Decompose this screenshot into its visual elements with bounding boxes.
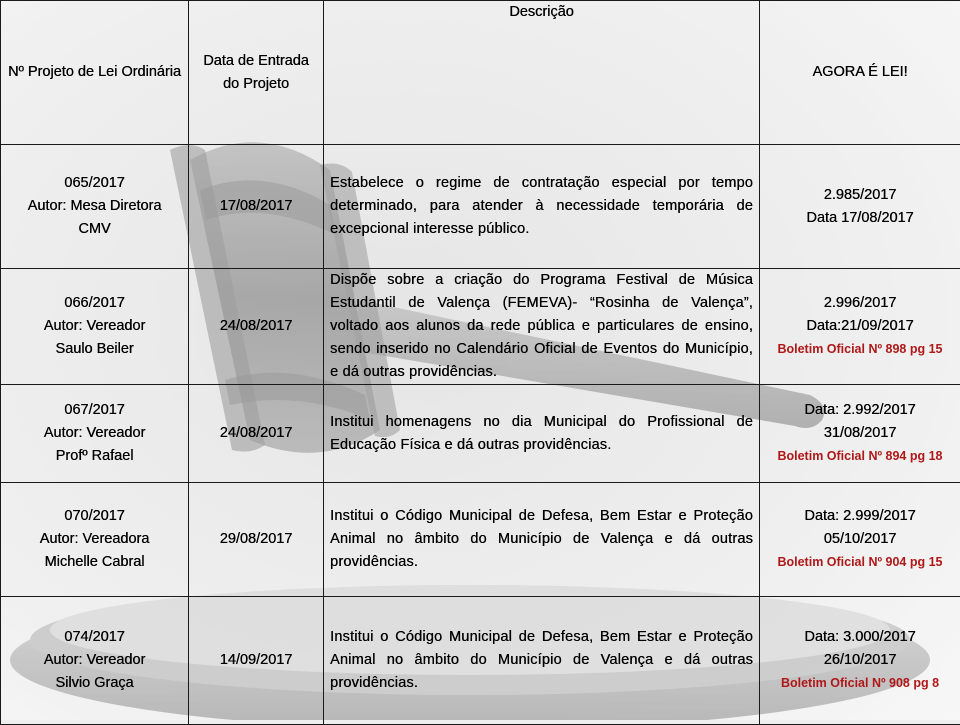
entry-date-cell: 24/08/2017 — [189, 269, 324, 385]
entry-date-cell: 14/09/2017 — [189, 597, 324, 725]
project-number: 070/2017 — [7, 505, 182, 528]
entry-date-cell: 17/08/2017 — [189, 145, 324, 269]
law-number: 2.985/2017 — [766, 184, 954, 207]
entry-date-cell: 24/08/2017 — [189, 385, 324, 483]
law-date: 31/08/2017 — [766, 422, 954, 445]
project-cell — [1, 597, 189, 725]
law-number: Data: 2.999/2017 — [766, 505, 954, 528]
project-author-name: Saulo Beiler — [7, 338, 182, 361]
project-author: Autor: Vereador — [7, 315, 182, 338]
description-cell: Institui o Código Municipal de Defesa, Bem Estar e Proteção Animal no âmbito do Município de Valença e dá outras providências. — [324, 483, 760, 597]
project-cell — [1, 269, 189, 385]
project-number: 067/2017 — [7, 399, 182, 422]
law-number: 2.996/2017 — [766, 292, 954, 315]
project-author: Autor: Vereador — [7, 649, 182, 672]
project-cell — [1, 145, 189, 269]
table-row — [1, 597, 960, 725]
entry-date-cell: 29/08/2017 — [189, 483, 324, 597]
header-law: AGORA É LEI! — [760, 1, 960, 145]
project-number: 065/2017 — [7, 172, 182, 195]
law-date: 05/10/2017 — [766, 528, 954, 551]
project-author-name: Michelle Cabral — [7, 551, 182, 574]
project-cell — [1, 385, 189, 483]
table-row — [1, 385, 960, 483]
project-author-name: CMV — [7, 218, 182, 241]
description-cell: Estabelece o regime de contratação especial por tempo determinado, para atender à necessidade temporária de excepcional interesse público. — [324, 145, 760, 269]
project-number: 066/2017 — [7, 292, 182, 315]
header-description: Descrição — [324, 1, 760, 145]
official-bulletin-link: Boletim Oficial Nº 904 pg 15 — [766, 551, 954, 574]
table-row — [1, 269, 960, 385]
project-author: Autor: Vereador — [7, 422, 182, 445]
law-date: 26/10/2017 — [766, 649, 954, 672]
law-cell — [760, 483, 960, 597]
project-number: 074/2017 — [7, 626, 182, 649]
law-cell — [760, 597, 960, 725]
law-date: Data:21/09/2017 — [766, 315, 954, 338]
project-author: Autor: Vereadora — [7, 528, 182, 551]
official-bulletin-link: Boletim Oficial Nº 908 pg 8 — [766, 672, 954, 695]
description-cell: Institui homenagens no dia Municipal do Profissional de Educação Física e dá outras providências. — [324, 385, 760, 483]
law-cell — [760, 145, 960, 269]
header-project: Nº Projeto de Lei Ordinária — [1, 1, 189, 145]
description-cell: Institui o Código Municipal de Defesa, Bem Estar e Proteção Animal no âmbito do Município de Valença e dá outras providências. — [324, 597, 760, 725]
law-cell — [760, 269, 960, 385]
law-date: Data 17/08/2017 — [766, 207, 954, 230]
official-bulletin-link: Boletim Oficial Nº 898 pg 15 — [766, 338, 954, 361]
project-author-name: Silvio Graça — [7, 672, 182, 695]
official-bulletin-link: Boletim Oficial Nº 894 pg 18 — [766, 445, 954, 468]
description-cell: Dispõe sobre a criação do Programa Festival de Música Estudantil de Valença (FEMEVA)- “Rosinha de Valença”, voltado aos alunos da rede pública e particulares de ensino, sendo inserido no Calendário Oficial de Eventos do Município, e dá outras providências. — [324, 269, 760, 385]
project-author: Autor: Mesa Diretora — [7, 195, 182, 218]
header-entry-date: Data de Entrada do Projeto — [189, 1, 324, 145]
table-row — [1, 145, 960, 269]
project-author-name: Profº Rafael — [7, 445, 182, 468]
law-number: Data: 3.000/2017 — [766, 626, 954, 649]
law-cell — [760, 385, 960, 483]
law-number: Data: 2.992/2017 — [766, 399, 954, 422]
project-cell — [1, 483, 189, 597]
header-row — [1, 1, 960, 145]
table-row — [1, 483, 960, 597]
